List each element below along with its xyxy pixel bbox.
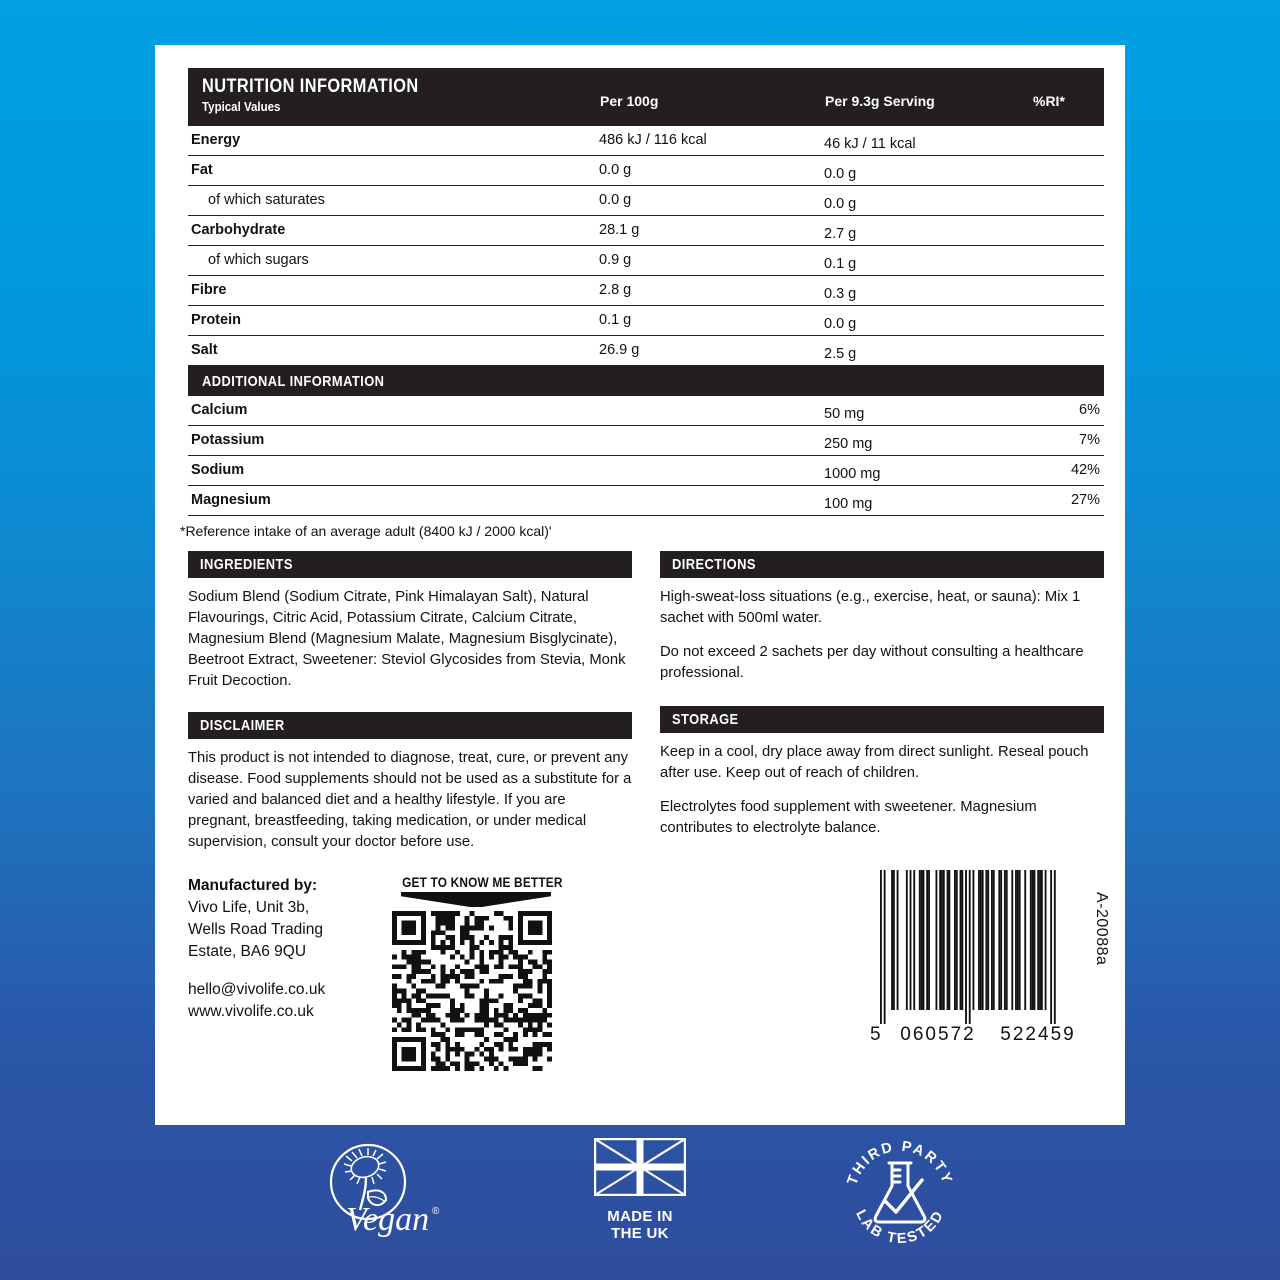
nutrient-name: Fibre bbox=[191, 282, 227, 298]
table-row bbox=[188, 306, 1104, 336]
value-per-serving: 0.0 g bbox=[824, 166, 857, 182]
table-row bbox=[188, 186, 1104, 216]
down-arrow-banner-icon bbox=[401, 892, 551, 907]
manufacturer-heading: Manufactured by: bbox=[188, 877, 318, 894]
directions-header-bar bbox=[660, 551, 1104, 578]
value-per-100g: 28.1 g bbox=[599, 222, 640, 238]
table-row bbox=[188, 216, 1104, 246]
reference-intake-footnote: *Reference intake of an average adult (8400 kJ / 2000 kcal)' bbox=[180, 523, 552, 539]
manufacturer-address bbox=[188, 875, 384, 1071]
additional-info-header-bar bbox=[188, 366, 1104, 396]
table-row bbox=[188, 396, 1104, 426]
table-row bbox=[188, 336, 1104, 366]
nutrition-title: NUTRITION INFORMATION bbox=[202, 76, 419, 97]
additional-info-table bbox=[188, 396, 1104, 516]
storage-paragraph-2: Electrolytes food supplement with sweetener. Magnesium contributes to electrolyte balance. bbox=[660, 799, 1037, 836]
value-per-serving: 0.0 g bbox=[824, 196, 857, 212]
left-column bbox=[188, 551, 632, 1071]
badge-lab-tested bbox=[830, 1138, 970, 1253]
nutrient-name: of which sugars bbox=[208, 252, 309, 268]
barcode-left-group: 060572 bbox=[900, 1024, 976, 1045]
mineral-ri: 42% bbox=[1070, 462, 1100, 478]
table-row bbox=[188, 156, 1104, 186]
table-row bbox=[188, 276, 1104, 306]
value-per-100g: 2.8 g bbox=[599, 282, 632, 298]
mineral-amount: 1000 mg bbox=[824, 466, 881, 482]
value-per-serving: 0.1 g bbox=[824, 256, 857, 272]
table-row bbox=[188, 456, 1104, 486]
barcode-block bbox=[870, 870, 1122, 1046]
directions-title: DIRECTIONS bbox=[672, 556, 756, 573]
badge-made-in-uk bbox=[570, 1138, 710, 1243]
nutrient-name: Energy bbox=[191, 132, 241, 148]
disclaimer-text: This product is not intended to diagnose, treat, cure, or prevent any disease. Food supplements should not be used as a substitute for a varied and balanced diet and a healthy lifestyle. If you are pregnant, breastfeeding, taking medication, or under medical supervision, consult your doctor before use. bbox=[188, 750, 632, 850]
mineral-name: Calcium bbox=[191, 402, 248, 418]
svg-text:Vegan: Vegan bbox=[346, 1201, 430, 1238]
value-per-100g: 0.0 g bbox=[599, 162, 632, 178]
mineral-ri: 27% bbox=[1070, 492, 1100, 508]
value-per-100g: 26.9 g bbox=[599, 342, 640, 358]
additional-info-title: ADDITIONAL INFORMATION bbox=[202, 373, 385, 390]
value-per-serving: 0.0 g bbox=[824, 316, 857, 332]
column-header-ri: %RI* bbox=[1033, 93, 1065, 109]
qr-block bbox=[392, 875, 563, 1071]
qr-caption: GET TO KNOW ME BETTER bbox=[402, 875, 563, 890]
third-party-lab-tested-icon bbox=[842, 1138, 958, 1248]
badge-vegan bbox=[310, 1138, 450, 1247]
storage-header-bar bbox=[660, 706, 1104, 733]
table-row bbox=[188, 126, 1104, 156]
storage-title: STORAGE bbox=[672, 711, 739, 728]
nutrient-name: of which saturates bbox=[208, 192, 325, 208]
nutrition-header-titles bbox=[202, 76, 454, 114]
value-per-100g: 0.0 g bbox=[599, 192, 632, 208]
column-header-per-serving: Per 9.3g Serving bbox=[825, 93, 935, 109]
disclaimer-header-bar bbox=[188, 712, 632, 739]
barcode-lead-digit: 5 bbox=[870, 1024, 881, 1045]
storage-paragraph-1: Keep in a cool, dry place away from direct sunlight. Reseal pouch after use. Keep out of reach of children. bbox=[660, 744, 1089, 781]
made-in-uk-label: MADE IN THE UK bbox=[607, 1208, 673, 1243]
disclaimer-title: DISCLAIMER bbox=[200, 717, 285, 734]
nutrition-subtitle: Typical Values bbox=[202, 100, 281, 114]
nutrient-name: Protein bbox=[191, 312, 241, 328]
manufacturer-line-2: Wells Road Trading bbox=[188, 921, 323, 938]
barcode-digits bbox=[870, 1024, 1122, 1046]
table-row bbox=[188, 246, 1104, 276]
qr-code-icon[interactable] bbox=[392, 911, 552, 1071]
vegan-society-icon bbox=[316, 1138, 444, 1242]
svg-text:®: ® bbox=[432, 1206, 440, 1217]
value-per-serving: 2.5 g bbox=[824, 346, 857, 362]
ingredients-title: INGREDIENTS bbox=[200, 556, 293, 573]
manufacturer-line-3: Estate, BA6 9QU bbox=[188, 943, 307, 960]
certification-badges bbox=[0, 1138, 1280, 1253]
nutrient-name: Fat bbox=[191, 162, 213, 178]
value-per-serving: 46 kJ / 11 kcal bbox=[824, 136, 916, 152]
label-card bbox=[155, 45, 1125, 1125]
ingredients-text: Sodium Blend (Sodium Citrate, Pink Himalayan Salt), Natural Flavourings, Citric Acid, Potassium Citrate, Calcium Citrate, Magnesium Blend (Magnesium Malate, Magnesium Bisglycinate), Beetroot Extract, Sweetener: Steviol Glycosides from Stevia, Monk Fruit Decoction. bbox=[188, 589, 626, 689]
artwork-code: A-20088a bbox=[1093, 892, 1110, 966]
svg-text:THIRD PARTY: THIRD PARTY bbox=[844, 1138, 956, 1188]
nutrient-name: Salt bbox=[191, 342, 218, 358]
value-per-100g: 0.1 g bbox=[599, 312, 632, 328]
ingredients-header-bar bbox=[188, 551, 632, 578]
value-per-serving: 0.3 g bbox=[824, 286, 857, 302]
svg-text:LAB TESTED: LAB TESTED bbox=[852, 1207, 948, 1248]
mineral-amount: 250 mg bbox=[824, 436, 873, 452]
nutrition-table bbox=[188, 126, 1104, 366]
manufacturer-block bbox=[188, 875, 632, 1071]
mineral-amount: 100 mg bbox=[824, 496, 873, 512]
value-per-100g: 486 kJ / 116 kcal bbox=[599, 132, 707, 148]
value-per-100g: 0.9 g bbox=[599, 252, 632, 268]
mineral-name: Magnesium bbox=[191, 492, 271, 508]
mineral-ri: 6% bbox=[1079, 402, 1100, 418]
table-row bbox=[188, 486, 1104, 516]
nutrient-name: Carbohydrate bbox=[191, 222, 286, 238]
union-jack-flag-icon bbox=[594, 1138, 686, 1196]
value-per-serving: 2.7 g bbox=[824, 226, 857, 242]
mineral-name: Potassium bbox=[191, 432, 265, 448]
column-header-per-100g: Per 100g bbox=[600, 93, 659, 109]
nutrition-header-bar bbox=[188, 68, 1104, 126]
directions-paragraph-1: High-sweat-loss situations (e.g., exercise, heat, or sauna): Mix 1 sachet with 500ml water. bbox=[660, 589, 1081, 626]
manufacturer-email[interactable]: hello@vivolife.co.uk bbox=[188, 981, 326, 998]
barcode-right-group: 522459 bbox=[1000, 1024, 1076, 1045]
manufacturer-website[interactable]: www.vivolife.co.uk bbox=[188, 1003, 314, 1020]
directions-paragraph-2: Do not exceed 2 sachets per day without consulting a healthcare professional. bbox=[660, 644, 1084, 681]
mineral-amount: 50 mg bbox=[824, 406, 865, 422]
label-content bbox=[180, 68, 1110, 1071]
table-row bbox=[188, 426, 1104, 456]
manufacturer-line-1: Vivo Life, Unit 3b, bbox=[188, 899, 310, 916]
barcode-icon bbox=[870, 870, 1088, 1026]
mineral-ri: 7% bbox=[1079, 432, 1100, 448]
mineral-name: Sodium bbox=[191, 462, 245, 478]
